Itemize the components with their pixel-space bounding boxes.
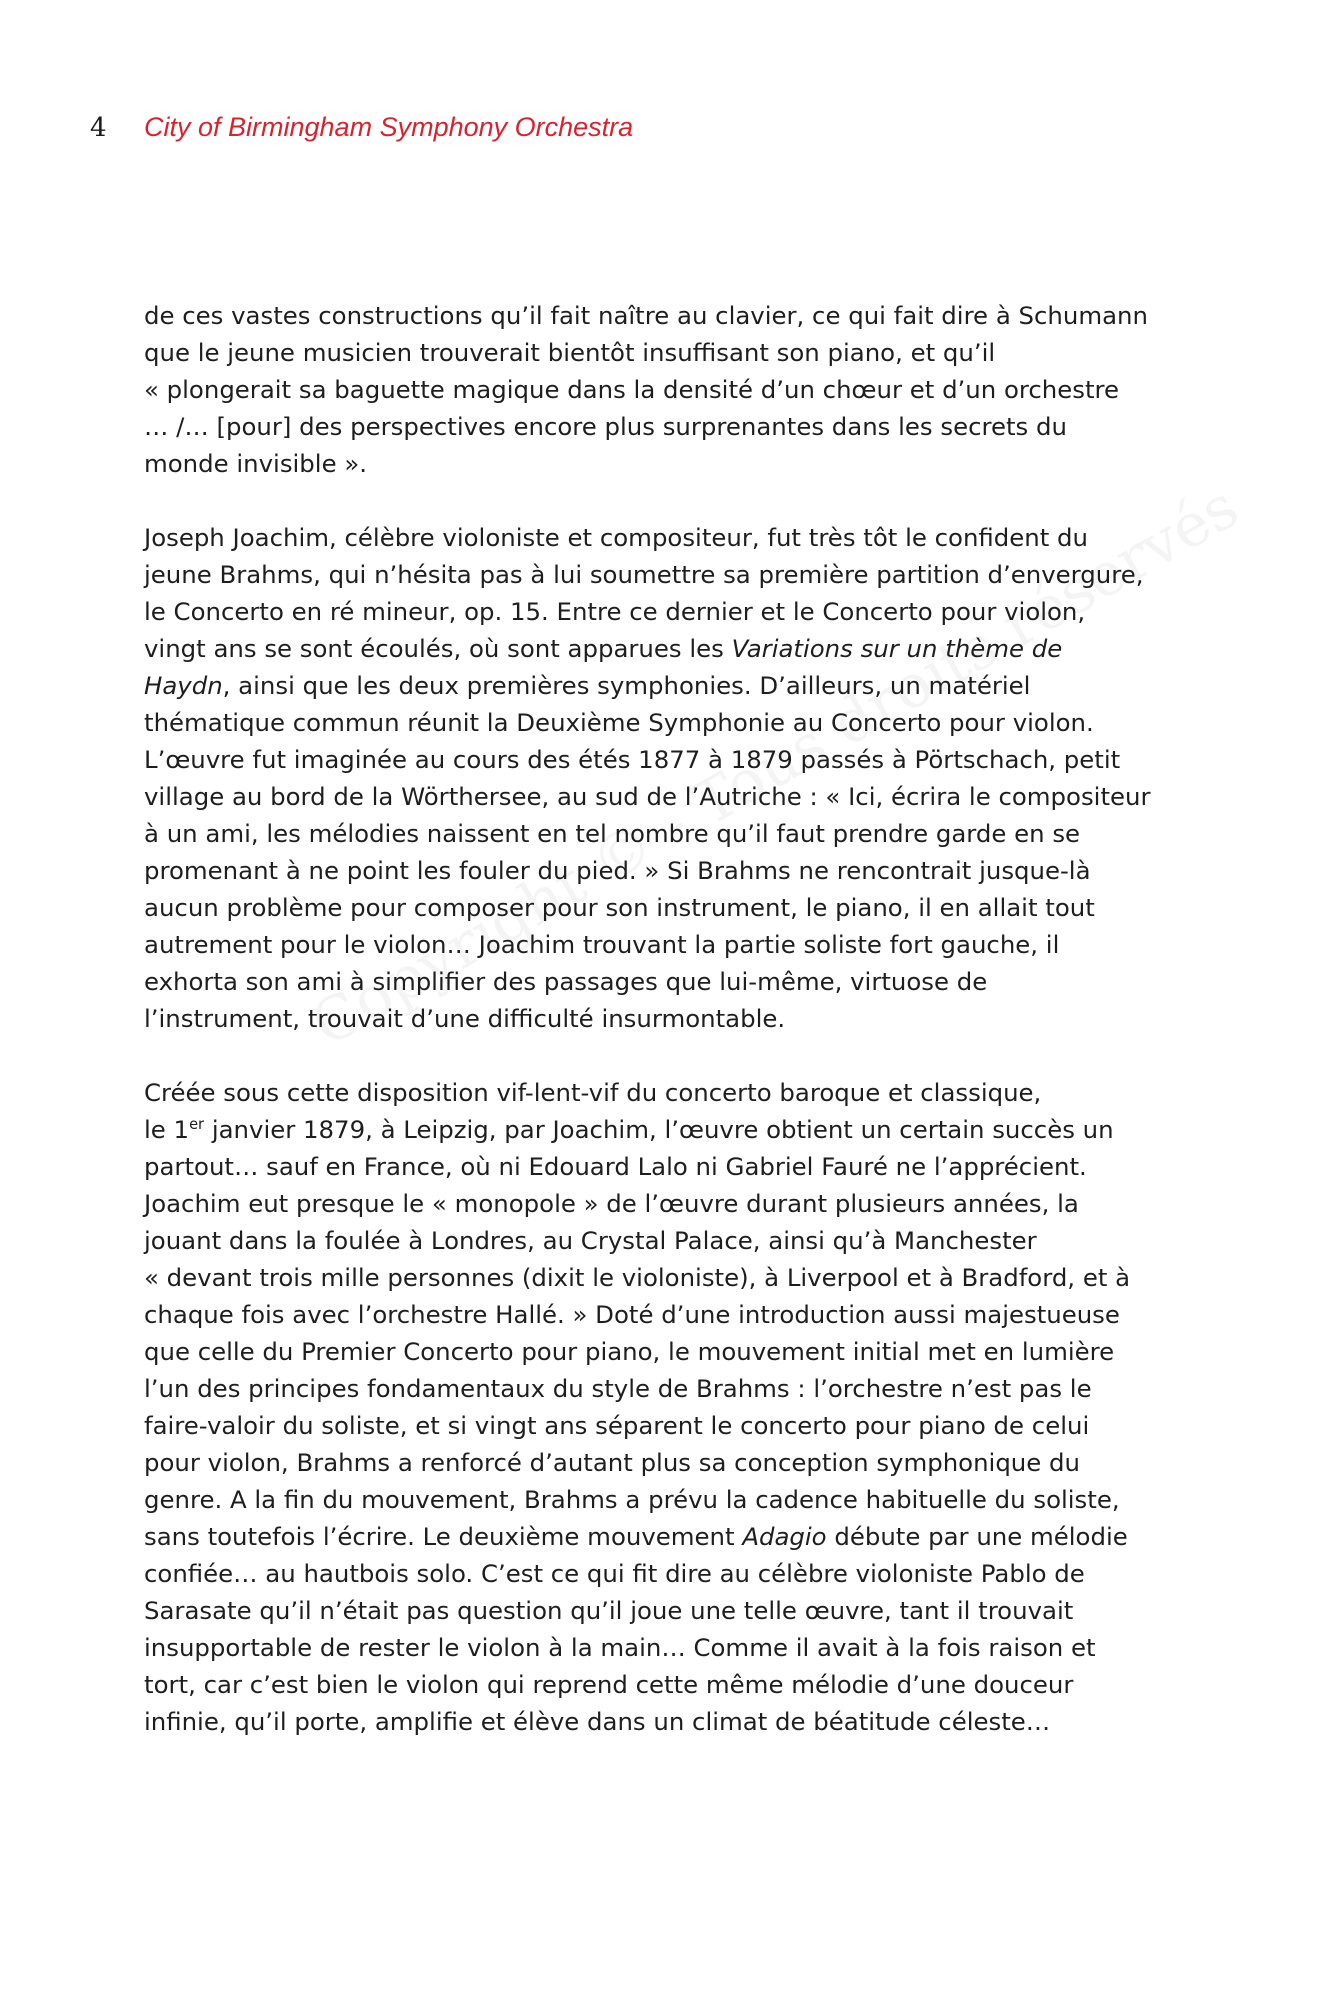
text-line: confiée… au hautbois solo. C’est ce qui fit dire au célèbre violoniste Pablo de — [144, 1559, 1085, 1588]
text-line: genre. A la fin du mouvement, Brahms a prévu la cadence habituelle du soliste, — [144, 1485, 1120, 1514]
text-run: le 1 — [144, 1115, 190, 1144]
page-header — [90, 112, 633, 152]
text-line: insupportable de rester le violon à la main… Comme il avait à la fois raison et — [144, 1633, 1096, 1662]
italic-title: Variations sur un thème de — [731, 634, 1063, 663]
text-line: que le jeune musicien trouverait bientôt insuffisant son piano, et qu’il — [144, 338, 996, 367]
text-line: l’un des principes fondamentaux du style de Brahms : l’orchestre n’est pas le — [144, 1374, 1092, 1403]
text-line: que celle du Premier Concerto pour piano, le mouvement initial met en lumière — [144, 1337, 1115, 1366]
text-line: aucun problème pour composer pour son instrument, le piano, il en allait tout — [144, 893, 1095, 922]
text-line: à un ami, les mélodies naissent en tel nombre qu’il faut prendre garde en se — [144, 819, 1081, 848]
text-run: vingt ans se sont écoulés, où sont apparues les — [144, 634, 732, 663]
text-line: infinie, qu’il porte, amplifie et élève dans un climat de béatitude céleste… — [144, 1707, 1051, 1736]
paragraph — [144, 1074, 1204, 1740]
text-line: L’œuvre fut imaginée au cours des étés 1877 à 1879 passés à Pörtschach, petit — [144, 745, 1121, 774]
text-line: Sarasate qu’il n’était pas question qu’il joue une telle œuvre, tant il trouvait — [144, 1596, 1074, 1625]
text-line: « devant trois mille personnes (dixit le violoniste), à Liverpool et à Bradford, et à — [144, 1263, 1131, 1292]
paragraph — [144, 297, 1204, 482]
ordinal-superscript: er — [189, 1115, 205, 1133]
text-line: promenant à ne point les fouler du pied. » Si Brahms ne rencontrait jusque-là — [144, 856, 1091, 885]
running-title: City of Birmingham Symphony Orchestra — [144, 112, 634, 142]
text-line: Créée sous cette disposition vif-lent-vif du concerto baroque et classique, — [144, 1078, 1042, 1107]
text-line: chaque fois avec l’orchestre Hallé. » Doté d’une introduction aussi majestueuse — [144, 1300, 1120, 1329]
text-line: Joseph Joachim, célèbre violoniste et compositeur, fut très tôt le confident du — [144, 523, 1088, 552]
text-line — [144, 667, 1204, 704]
text-line: de ces vastes constructions qu’il fait naître au clavier, ce qui fait dire à Schumann — [144, 301, 1148, 330]
text-line: pour violon, Brahms a renforcé d’autant plus sa conception symphonique du — [144, 1448, 1080, 1477]
page-number: 4 — [90, 113, 107, 143]
text-line: thématique commun réunit la Deuxième Symphonie au Concerto pour violon. — [144, 708, 1094, 737]
italic-title: Haydn — [144, 671, 223, 700]
text-line: exhorta son ami à simplifier des passages que lui-même, virtuose de — [144, 967, 988, 996]
text-line: … /… [pour] des perspectives encore plus surprenantes dans les secrets du — [144, 412, 1067, 441]
text-run: , ainsi que les deux premières symphonies. D’ailleurs, un matériel — [222, 671, 1031, 700]
text-line — [144, 630, 1204, 667]
text-line: l’instrument, trouvait d’une difficulté insurmontable. — [144, 1004, 786, 1033]
text-line: partout… sauf en France, où ni Edouard Lalo ni Gabriel Fauré ne l’apprécient. — [144, 1152, 1087, 1181]
text-line: jeune Brahms, qui n’hésita pas à lui soumettre sa première partition d’envergure, — [144, 560, 1144, 589]
text-run: débute par une mélodie — [826, 1522, 1128, 1551]
text-line — [144, 1111, 1204, 1148]
text-line: « plongerait sa baguette magique dans la densité d’un chœur et d’un orchestre — [144, 375, 1120, 404]
text-line: Joachim eut presque le « monopole » de l’œuvre durant plusieurs années, la — [144, 1189, 1079, 1218]
paragraph — [144, 519, 1204, 1037]
text-line: monde invisible ». — [144, 449, 368, 478]
text-line: tort, car c’est bien le violon qui reprend cette même mélodie d’une douceur — [144, 1670, 1074, 1699]
italic-title: Adagio — [742, 1522, 827, 1551]
text-line: jouant dans la foulée à Londres, au Crystal Palace, ainsi qu’à Manchester — [144, 1226, 1037, 1255]
text-line: village au bord de la Wörthersee, au sud de l’Autriche : « Ici, écrira le compositeur — [144, 782, 1151, 811]
article-body — [144, 297, 1204, 1777]
text-line — [144, 1518, 1204, 1555]
text-run: janvier 1879, à Leipzig, par Joachim, l’œuvre obtient un certain succès un — [204, 1115, 1114, 1144]
text-line: autrement pour le violon… Joachim trouvant la partie soliste fort gauche, il — [144, 930, 1060, 959]
text-line: faire-valoir du soliste, et si vingt ans séparent le concerto pour piano de celui — [144, 1411, 1090, 1440]
text-line: le Concerto en ré mineur, op. 15. Entre ce dernier et le Concerto pour violon, — [144, 597, 1086, 626]
text-run: sans toutefois l’écrire. Le deuxième mouvement — [144, 1522, 743, 1551]
